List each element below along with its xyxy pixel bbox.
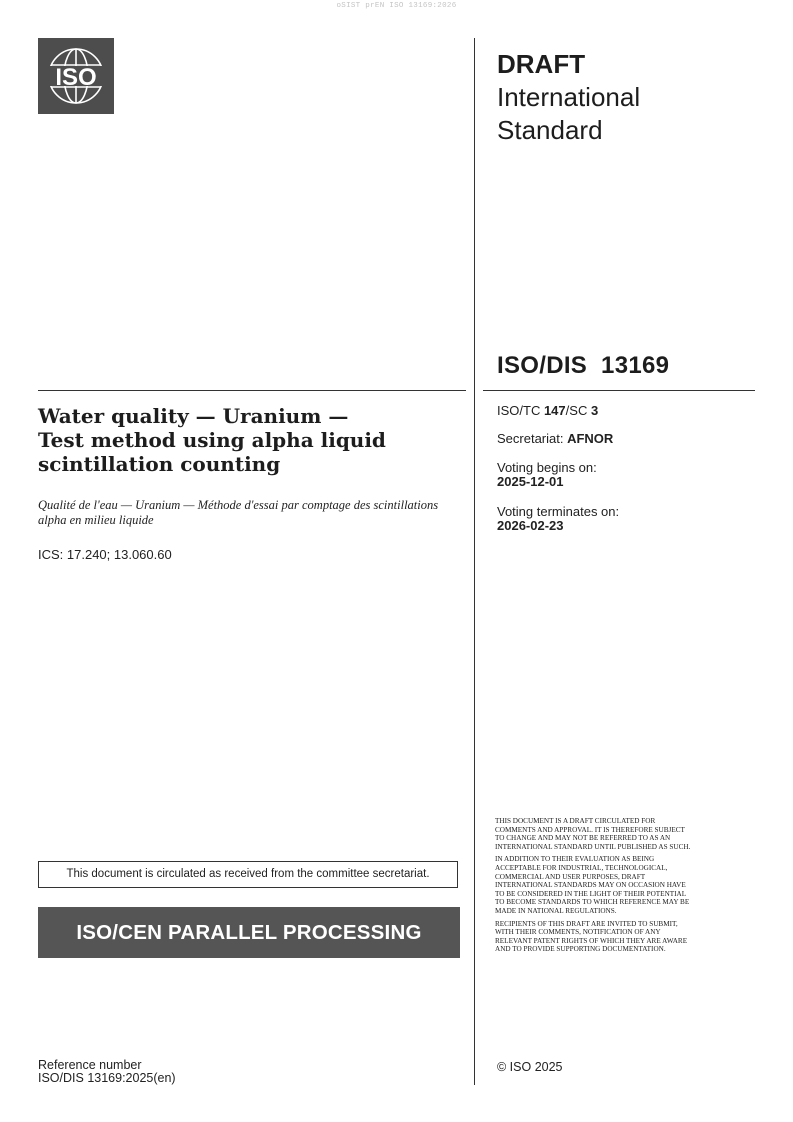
secretariat-value: AFNOR (567, 431, 614, 446)
reference-value: ISO/DIS 13169:2025(en) (38, 1071, 176, 1085)
watermark: oSIST prEN ISO 13169:2026 (336, 2, 457, 10)
title-french: Qualité de l'eau — Uranium — Méthode d'essai par comptage des scintillations alpha en milieu liquide (38, 498, 439, 527)
tc-number: 147 (543, 403, 566, 418)
disclaimer-paragraph-3: RECIPIENTS OF THIS DRAFT ARE INVITED TO SUBMIT, WITH THEIR COMMENTS, NOTIFICATION OF ANY RELEVANT PATENT RIGHTS OF WHICH THEY ARE AWARE AND TO PROVIDE SUPPORTING DOCUMENTATION. (495, 919, 688, 954)
iso-logo (38, 38, 114, 114)
reference-label: Reference number (38, 1058, 142, 1072)
sc-number: 3 (590, 403, 599, 418)
draft-disclaimer (495, 817, 695, 958)
tc-prefix: ISO/TC (497, 403, 544, 418)
secretariat-label: Secretariat: (497, 431, 568, 446)
circulation-notice: This document is circulated as received from the committee secretariat. (38, 861, 458, 888)
reference-number (38, 1059, 176, 1085)
document-status (497, 48, 747, 147)
voting-begins-label: Voting begins on: (497, 460, 597, 475)
status-standard: Standard (497, 115, 603, 145)
voting-terminates-date: 2026-02-23 (497, 518, 564, 533)
parallel-processing-banner: ISO/CEN PARALLEL PROCESSING (38, 907, 460, 958)
document-number: ISO/DIS 13169 (497, 352, 670, 379)
ics-codes: ICS: 17.240; 13.060.60 (38, 547, 172, 562)
voting-terminates (497, 505, 747, 532)
status-international: International (497, 82, 641, 112)
copyright: © ISO 2025 (497, 1060, 563, 1074)
title-line-3: scintillation counting (38, 452, 281, 476)
disclaimer-paragraph-1: THIS DOCUMENT IS A DRAFT CIRCULATED FOR COMMENTS AND APPROVAL. IT IS THEREFORE SUBJECT TO CHANGE AND MAY NOT BE REFERRED TO AS AN INTERNATIONAL STANDARD UNTIL PUBLISHED AS SUCH. (495, 817, 691, 851)
status-draft: DRAFT (497, 49, 586, 79)
horizontal-divider-right (483, 390, 755, 391)
sc-prefix: /SC (565, 403, 591, 418)
horizontal-divider-left (38, 390, 466, 391)
title-line-1: Water quality — Uranium — (38, 404, 349, 428)
logo-text: ISO (55, 64, 97, 91)
title-english (38, 404, 458, 476)
vertical-divider (474, 38, 475, 1085)
secretariat (497, 432, 747, 445)
committee (497, 404, 747, 417)
voting-begins-date: 2025-12-01 (497, 474, 564, 489)
title-line-2: Test method using alpha liquid (38, 428, 386, 452)
voting-begins (497, 461, 747, 488)
voting-terminates-label: Voting terminates on: (497, 504, 620, 519)
disclaimer-paragraph-2: IN ADDITION TO THEIR EVALUATION AS BEING ACCEPTABLE FOR INDUSTRIAL, TECHNOLOGICAL, COMMERCIAL AND USER PURPOSES, DRAFT INTERNATIONAL STANDARDS MAY ON OCCASION HAVE TO BE CONSIDERED IN THE LIGHT OF THEIR POTENTIAL TO BECOME STANDARDS TO WHICH REFERENCE MAY BE MADE IN NATIONAL REGULATIONS. (495, 855, 690, 915)
